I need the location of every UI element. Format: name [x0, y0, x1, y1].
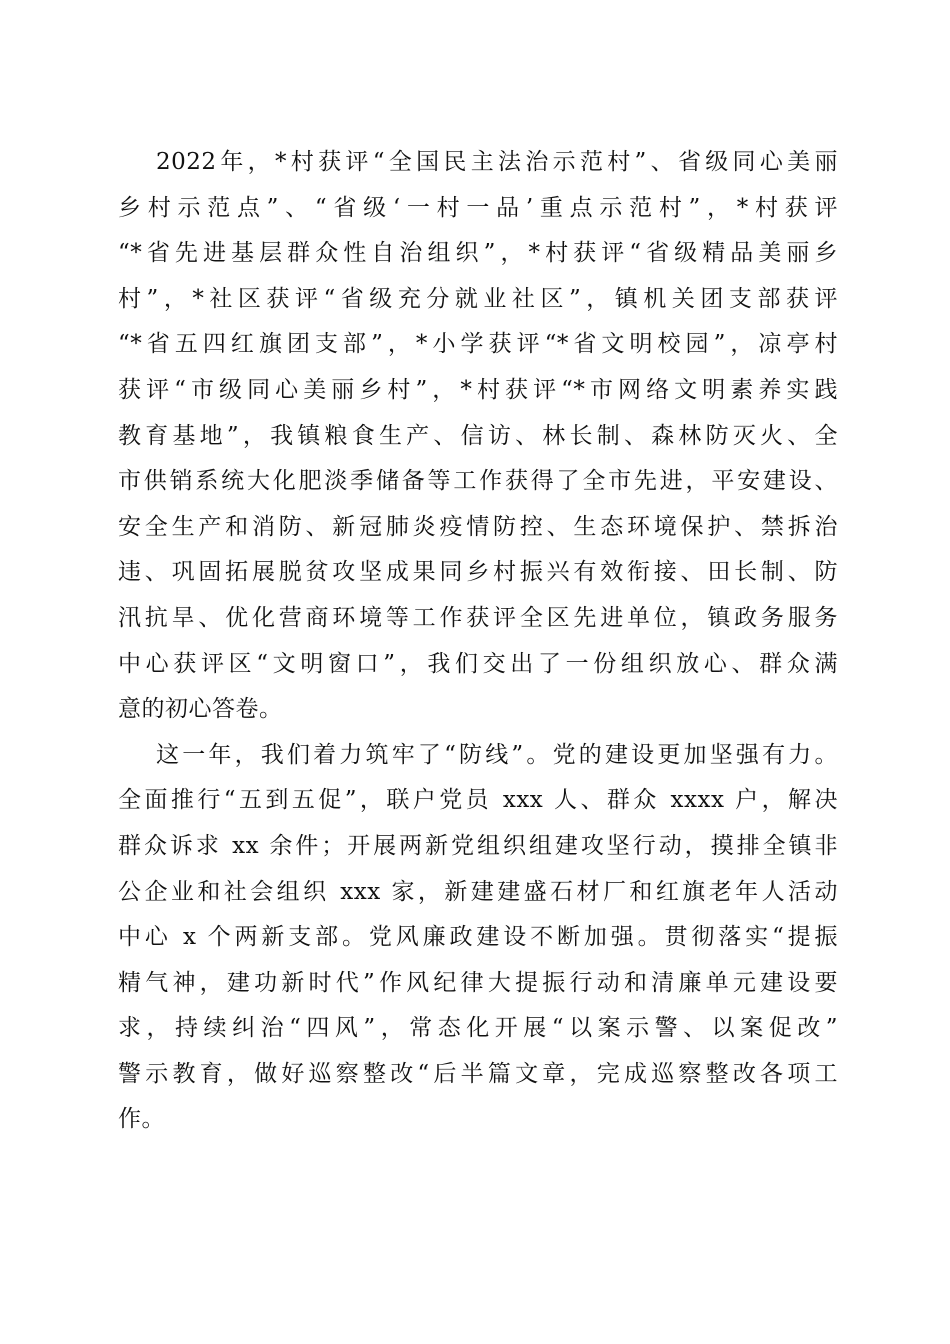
text-line: 警示教育，做好巡察整改“后半篇文章，完成巡察整改各项工: [118, 1060, 838, 1087]
text-line: 获评“市级同心美丽乡村”，*村获评“*市网络文明素养实践: [118, 376, 838, 403]
text-line: 作。: [118, 1106, 165, 1133]
text-line: 违、巩固拓展脱贫攻坚成果同乡村振兴有效衔接、田长制、防: [118, 559, 838, 586]
text-line: 求，持续纠治“四风”，常态化开展“以案示警、以案促改”: [118, 1015, 838, 1042]
text-line: 教育基地”，我镇粮食生产、信访、林长制、森林防灭火、全: [118, 422, 838, 449]
text-line: 中心获评区“文明窗口”，我们交出了一份组织放心、群众满: [118, 650, 838, 677]
paragraph-defense-line: [118, 733, 838, 1143]
text-line: 安全生产和消防、新冠肺炎疫情防控、生态环境保护、禁拆治: [118, 513, 838, 540]
text-line: “*省先进基层群众性自治组织”，*村获评“省级精品美丽乡: [118, 240, 838, 267]
document-body: [118, 140, 838, 1143]
text-line: 精气神，建功新时代”作风纪律大提振行动和清廉单元建设要: [118, 969, 838, 996]
text-line: 全面推行“五到五促”，联户党员 xxx 人、群众 xxxx 户，解决: [118, 787, 838, 814]
paragraph-achievements: [118, 140, 838, 733]
text-line: “*省五四红旗团支部”，*小学获评“*省文明校园”，凉亭村: [118, 331, 838, 358]
text-line: 这一年，我们着力筑牢了“防线”。党的建设更加坚强有力。: [156, 741, 838, 768]
text-line: 汛抗旱、优化营商环境等工作获评全区先进单位，镇政务服务: [118, 604, 838, 631]
text-line: 群众诉求 xx 余件；开展两新党组织组建攻坚行动，摸排全镇非: [118, 832, 838, 859]
text-line: 乡村示范点”、“省级‘一村一品’重点示范村”，*村获评: [118, 194, 838, 221]
text-line: 中心 x 个两新支部。党风廉政建设不断加强。贯彻落实“提振: [118, 924, 838, 951]
text-line: 市供销系统大化肥淡季储备等工作获得了全市先进，平安建设、: [118, 468, 838, 495]
text-line: 公企业和社会组织 xxx 家，新建建盛石材厂和红旗老年人活动: [118, 878, 838, 905]
text-line: 2022年，*村获评“全国民主法治示范村”、省级同心美丽: [156, 149, 838, 175]
text-line: 意的初心答卷。: [118, 696, 283, 723]
text-line: 村”，*社区获评“省级充分就业社区”，镇机关团支部获评: [118, 285, 838, 312]
